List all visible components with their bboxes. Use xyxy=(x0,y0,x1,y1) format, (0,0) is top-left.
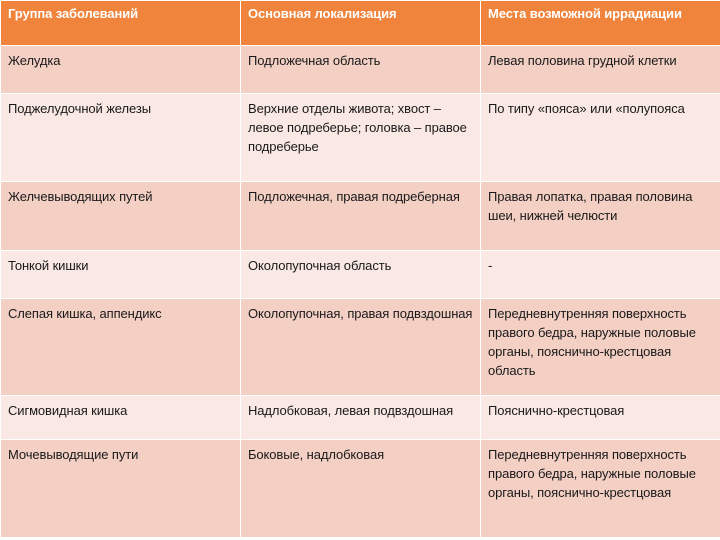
header-disease-group: Группа заболеваний xyxy=(1,1,241,46)
cell-main-localization: Околопупочная, правая подвздошная xyxy=(241,299,481,396)
cell-disease-group: Мочевыводящие пути xyxy=(1,440,241,538)
cell-main-localization: Верхние отделы живота; хвост – левое подреберье; головка – правое подреберье xyxy=(241,94,481,182)
cell-disease-group: Тонкой кишки xyxy=(1,251,241,299)
header-irradiation-sites: Места возможной иррадиации xyxy=(481,1,720,46)
cell-irradiation-sites: Передневнутренняя поверхность правого бедра, наружные половые органы, пояснично-крестцовая область xyxy=(481,299,720,396)
cell-irradiation-sites: Передневнутренняя поверхность правого бедра, наружные половые органы, пояснично-крестцовая xyxy=(481,440,720,538)
cell-disease-group: Желчевыводящих путей xyxy=(1,182,241,251)
cell-disease-group: Слепая кишка, аппендикс xyxy=(1,299,241,396)
table-row xyxy=(1,46,720,94)
table-row xyxy=(1,251,720,299)
cell-disease-group: Сигмовидная кишка xyxy=(1,396,241,440)
cell-irradiation-sites: По типу «пояса» или «полупояса xyxy=(481,94,720,182)
cell-main-localization: Подложечная область xyxy=(241,46,481,94)
table-row xyxy=(1,94,720,182)
cell-irradiation-sites: Правая лопатка, правая половина шеи, нижней челюсти xyxy=(481,182,720,251)
cell-irradiation-sites: Пояснично-крестцовая xyxy=(481,396,720,440)
table-row xyxy=(1,440,720,538)
table-row xyxy=(1,182,720,251)
header-main-localization: Основная локализация xyxy=(241,1,481,46)
table-row xyxy=(1,299,720,396)
cell-main-localization: Околопупочная область xyxy=(241,251,481,299)
cell-irradiation-sites: - xyxy=(481,251,720,299)
table-row xyxy=(1,396,720,440)
cell-main-localization: Боковые, надлобковая xyxy=(241,440,481,538)
cell-disease-group: Желудка xyxy=(1,46,241,94)
cell-main-localization: Надлобковая, левая подвздошная xyxy=(241,396,481,440)
cell-disease-group: Поджелудочной железы xyxy=(1,94,241,182)
cell-irradiation-sites: Левая половина грудной клетки xyxy=(481,46,720,94)
cell-main-localization: Подложечная, правая подреберная xyxy=(241,182,481,251)
table-header-row xyxy=(1,1,720,46)
